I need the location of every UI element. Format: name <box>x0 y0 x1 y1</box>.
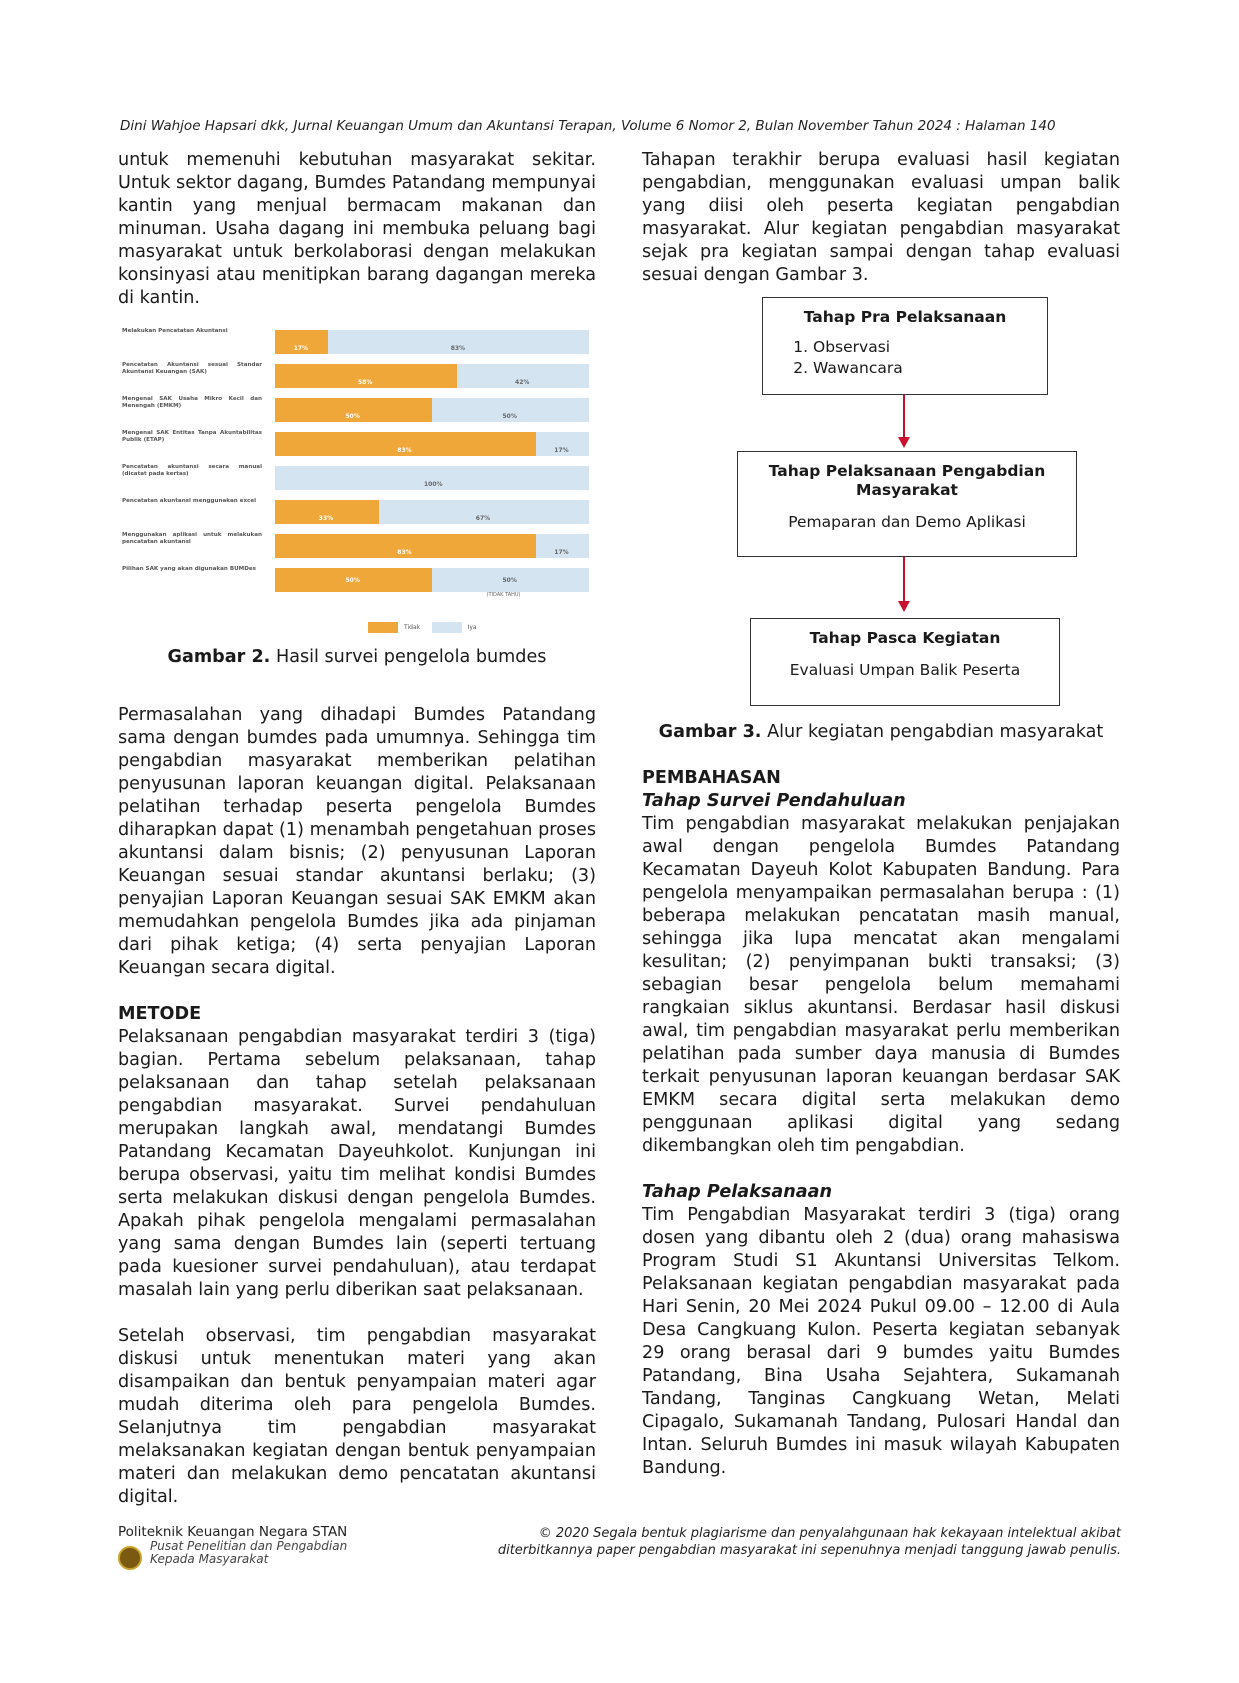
paragraph: Tahapan terakhir berupa evaluasi hasil kegiatan pengabdian, menggunakan evaluasi umpan balik yang diisi oleh peserta kegiatan pengabdian masyarakat. Alur kegiatan pengabdian masyarakat sejak pra kegiatan sampai dengan tahap evaluasi sesuai dengan Gambar 3. <box>642 150 1120 285</box>
chart-legend <box>368 616 477 639</box>
flow-list-item: 1. Observasi <box>813 337 1047 358</box>
figure-caption-text: Hasil survei pengelola bumdes <box>275 647 547 667</box>
chart-value-label: 42% <box>515 379 530 386</box>
chart-category-label: Pilihan SAK yang akan digunakan BUMDes <box>122 566 256 572</box>
flow-box-title: Tahap Pelaksanaan Pengabdian Masyarakat <box>768 462 1046 499</box>
institution-name: Politeknik Keuangan Negara STAN <box>118 1524 348 1540</box>
paragraph: Permasalahan yang dihadapi Bumdes Patandang sama dengan bumdes pada umumnya. Sehingga tim pengabdian masyarakat memberikan pelatihan penyusunan laporan keuangan digital. Pelaksanaan pelatihan terhadap peserta pengelola Bumdes diharapkan dapat (1) menambah pengetahuan proses akuntansi dalam bisnis; (2) penyusunan Laporan Keuangan sesuai standar akuntansi berlaku; (3) penyajian Laporan Keuangan sesuai SAK EMKM akan memudahkan pengelola Bumdes jika ada pinjaman dari pihak ketiga; (4) serta penyajian Laporan Keuangan secara digital. <box>118 705 596 978</box>
chart-category-label: Mengenal SAK Entitas Tanpa Akuntabilitas Publik (ETAP) <box>122 430 262 443</box>
footer-institution <box>118 1524 347 1566</box>
chart-value-label: 100% <box>424 481 443 488</box>
chart-value-sublabel: (TIDAK TAHU) <box>486 592 521 598</box>
chart-category-label: Pencatatan Akuntansi sesuai Standar Akuntansi Keuangan (SAK) <box>122 362 262 375</box>
paragraph: Pelaksanaan pengabdian masyarakat terdiri 3 (tiga) bagian. Pertama sebelum pelaksanaan, tahap pelaksanaan dan tahap setelah pelaksanaan pengabdian masyarakat. Survei pendahuluan merupakan langkah awal, mendatangi Bumdes Patandang Kecamatan Dayeuhkolot. Kunjungan ini berupa observasi, yaitu tim melihat kondisi Bumdes serta melakukan diskusi dengan pengelola Bumdes. Apakah pihak pengelola mengalami permasalahan yang sama dengan Bumdes lain (seperti tertuang pada kuesioner survei pendahuluan), atau terdapat masalah lain yang perlu diberikan saat pelaksanaan. <box>118 1027 596 1300</box>
copyright-line: © 2020 Segala bentuk plagiarisme dan penyalahgunaan hak kekayaan intelektual akibat <box>538 1526 1121 1541</box>
chart-value-label: 58% <box>358 379 373 386</box>
flow-arrow <box>903 557 905 603</box>
flow-box-pra <box>762 297 1048 395</box>
flow-list-item: 2. Wawancara <box>813 358 1047 379</box>
legend-label: Tidak <box>404 624 421 631</box>
chart-value-label: 17% <box>554 447 569 454</box>
copyright-line: diterbitkannya paper pengabdian masyarakat ini sepenuhnya menjadi tanggung jawab penulis. <box>497 1543 1121 1558</box>
legend-swatch-tidak <box>368 622 398 633</box>
chart-value-sublabel: EMKM <box>343 592 359 598</box>
flow-box-pasca <box>750 618 1060 706</box>
flow-diagram <box>642 287 1120 717</box>
footer-copyright <box>421 1525 1121 1559</box>
section-heading: METODE <box>118 1004 202 1024</box>
right-column <box>642 149 1120 1480</box>
chart-bar-iya <box>275 364 589 388</box>
chart-value-label: 17% <box>554 549 569 556</box>
chart-bar-iya <box>275 330 589 354</box>
flow-arrow <box>903 395 905 439</box>
survey-bar-chart <box>118 326 596 636</box>
chart-row <box>118 498 596 526</box>
chart-row <box>118 362 596 390</box>
chart-bar-iya <box>275 534 589 558</box>
running-header: Dini Wahjoe Hapsari dkk, Jurnal Keuangan Umum dan Akuntansi Terapan, Volume 6 Nomor 2, Bulan November Tahun 2024 : Halaman 140 <box>120 118 1056 134</box>
chart-bar-iya <box>275 568 589 598</box>
chart-category-label: Melakukan Pencatatan Akuntansi <box>122 328 228 334</box>
chart-value-label: 67% <box>475 515 491 522</box>
subsection-heading: Tahap Pelaksanaan <box>642 1182 832 1202</box>
chart-row <box>118 532 596 560</box>
chart-value-label: 50% <box>345 577 360 584</box>
chart-value-label: 17% <box>293 345 309 352</box>
figure-caption <box>118 646 596 669</box>
institution-logo <box>118 1546 142 1570</box>
chart-bar-iya <box>275 500 589 524</box>
institution-unit: Pusat Penelitian dan Pengabdian <box>150 1539 348 1553</box>
chart-bar-iya <box>275 432 589 456</box>
paragraph: Setelah observasi, tim pengabdian masyarakat diskusi untuk menentukan materi yang akan disampaikan dan bentuk penyampaian materi agar mudah diterima oleh para pengelola Bumdes. Selanjutnya tim pengabdian masyarakat melaksanakan kegiatan dengan bentuk penyampaian materi dan melakukan demo pencatatan akuntansi digital. <box>118 1326 596 1507</box>
flow-arrowhead <box>898 437 910 448</box>
chart-row <box>118 396 596 424</box>
legend-swatch-iya <box>432 622 462 633</box>
figure-caption <box>642 721 1120 744</box>
flow-box-title: Tahap Pasca Kegiatan <box>809 629 1001 647</box>
flow-box-body: Pemaparan dan Demo Aplikasi <box>788 513 1026 531</box>
chart-category-label: Menggunakan aplikasi untuk melakukan pencatatan akuntansi <box>122 532 262 545</box>
chart-value-label: 50% <box>502 577 517 584</box>
flow-box-title: Tahap Pra Pelaksanaan <box>803 308 1007 326</box>
chart-value-label: 50% <box>345 413 360 420</box>
flow-box-pelaksanaan <box>737 451 1077 557</box>
chart-category-label: Mengenal SAK Usaha Mikro Kecil dan Menengah (EMKM) <box>122 396 262 409</box>
left-column <box>118 149 596 1509</box>
paragraph: Tim Pengabdian Masyarakat terdiri 3 (tiga) orang dosen yang dibantu oleh 2 (dua) orang mahasiswa Program Studi S1 Akuntansi Universitas Telkom. Pelaksanaan kegiatan pengabdian masyarakat pada Hari Senin, 20 Mei 2024 Pukul 09.00 – 12.00 di Aula Desa Cangkuang Kulon. Peserta kegiatan sebanyak 29 orang berasal dari 9 bumdes yaitu Bumdes Patandang, Bina Usaha Sejahtera, Sukamanah Tandang, Tanginas Cangkuang Wetan, Melati Cipagalo, Sukamanah Tandang, Pulosari Handal dan Intan. Seluruh Bumdes ini masuk wilayah Kabupaten Bandung. <box>642 1205 1120 1478</box>
chart-value-label: 33% <box>318 515 334 522</box>
legend-label: Iya <box>467 624 477 631</box>
chart-row <box>118 464 596 492</box>
chart-value-label: 83% <box>397 549 412 556</box>
figure-label: Gambar 2. <box>167 647 271 667</box>
chart-row <box>118 566 596 598</box>
figure-caption-text: Alur kegiatan pengabdian masyarakat <box>767 722 1104 742</box>
institution-unit: Kepada Masyarakat <box>150 1552 269 1566</box>
figure-label: Gambar 3. <box>658 722 762 742</box>
chart-category-label: Pencatatan akuntansi menggunakan excel <box>122 498 257 504</box>
chart-value-label: 83% <box>397 447 412 454</box>
section-heading: PEMBAHASAN <box>642 768 781 788</box>
paragraph: Tim pengabdian masyarakat melakukan penjajakan awal dengan pengelola Bumdes Patandang Kecamatan Dayeuh Kolot Kabupaten Bandung. Para pengelola menyampaikan permasalahan berupa : (1) beberapa melakukan pencatatan masih manual, sehingga jika lupa mencatat akan mengalami kesulitan; (2) penyimpanan bukti transaksi; (3) sebagian besar pengelola belum memahami rangkaian siklus akuntansi. Berdasar hasil diskusi awal, tim pengabdian masyarakat perlu memberikan pelatihan pada sumber daya manusia di Bumdes terkait penyusunan laporan keuangan berdasar SAK EMKM secara digital serta melakukan demo penggunaan aplikasi digital yang sedang dikembangkan oleh tim pengabdian. <box>642 814 1120 1156</box>
chart-row <box>118 328 596 356</box>
chart-bar-iya <box>275 466 589 490</box>
subsection-heading: Tahap Survei Pendahuluan <box>642 791 906 811</box>
chart-bar-iya <box>275 398 589 422</box>
chart-category-label: Pencatatan akuntansi secara manual (dicatat pada kertas) <box>122 464 262 477</box>
paragraph: untuk memenuhi kebutuhan masyarakat sekitar. Untuk sektor dagang, Bumdes Patandang mempunyai kantin yang menjual bermacam makanan dan minuman. Usaha dagang ini membuka peluang bagi masyarakat untuk berkolaborasi dengan melakukan konsinyasi atau menitipkan barang dagangan mereka di kantin. <box>118 150 596 308</box>
flow-arrowhead <box>898 601 910 612</box>
flow-box-body: Evaluasi Umpan Balik Peserta <box>789 661 1021 679</box>
chart-row <box>118 430 596 458</box>
chart-value-label: 83% <box>450 345 466 352</box>
chart-value-label: 50% <box>502 413 517 420</box>
